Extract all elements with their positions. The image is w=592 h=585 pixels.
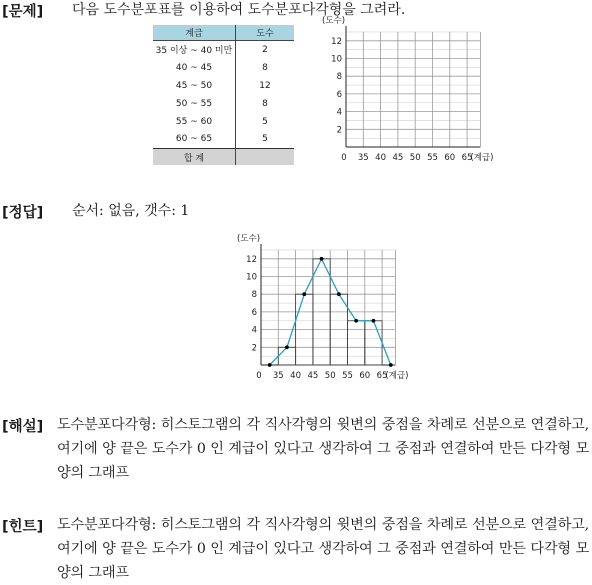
table-header-class: 계급: [153, 25, 236, 41]
frequency-polygon-chart: [233, 233, 423, 387]
data-point: [285, 345, 289, 349]
y-tick-label: 12: [246, 254, 257, 265]
y-tick-label: 4: [336, 107, 342, 118]
y-tick-label: 2: [336, 125, 342, 136]
answer-text: 순서: 없음, 갯수: 1: [72, 203, 190, 219]
table-row: [153, 59, 294, 77]
y-tick-label: 4: [251, 325, 257, 336]
y-axis-label: (도수): [237, 233, 261, 244]
x-tick-label: 65: [376, 371, 388, 381]
x-tick-label: 65: [461, 153, 473, 163]
table-header-frequency: 도수: [236, 25, 295, 41]
table-cell-class: 35 이상 ~ 40 미만: [153, 41, 236, 59]
problem-text: 다음 도수분포표를 이용하여 도수분포다각형을 그려라.: [72, 2, 406, 18]
x-tick-label: 60: [359, 371, 371, 381]
x-tick-label: 0: [341, 153, 347, 163]
table-cell-frequency: 5: [262, 116, 268, 127]
x-tick-label: 55: [342, 371, 353, 381]
table-cell-class: 60 ~ 65: [153, 130, 236, 148]
y-tick-label: 8: [251, 290, 257, 301]
x-tick-label: 45: [392, 153, 404, 163]
empty-grid-chart: [318, 15, 508, 172]
x-tick-label: 50: [324, 371, 336, 381]
answer-label: [정답]: [2, 205, 44, 221]
table-cell-frequency: 2: [262, 44, 268, 55]
table-row: [153, 95, 294, 113]
table-row: [153, 130, 294, 148]
y-tick-label: 8: [336, 72, 342, 83]
x-tick-label: 55: [427, 153, 438, 163]
data-point: [389, 363, 393, 367]
data-point: [320, 257, 324, 261]
histogram-bar: [348, 321, 365, 365]
y-tick-label: 6: [336, 89, 342, 100]
table-cell-class: 55 ~ 60: [153, 113, 236, 131]
y-axis-label: (도수): [322, 15, 346, 26]
table-cell-class: 50 ~ 55: [153, 95, 236, 113]
table-total-row: [153, 149, 294, 166]
hint-text: 도수분포다각형: 히스토그램의 각 직사각형의 윗변의 중점을 차례로 선분으로 연결하고, 여기에 양 끝은 도수가 0 인 계급이 있다고 생각하여 그 중점과 연결하여 만든 다각형 모양의 그래프: [57, 517, 589, 581]
table-total-label: 합 계: [153, 149, 236, 166]
table-row: [153, 41, 294, 59]
data-point: [268, 363, 272, 367]
y-tick-label: 10: [331, 54, 342, 65]
x-tick-label: 35: [357, 153, 369, 163]
y-tick-label: 2: [251, 343, 257, 354]
x-tick-label: 0: [256, 371, 262, 381]
table-cell-frequency: 8: [262, 98, 268, 109]
table-row: [153, 77, 294, 95]
x-axis-label: (계급): [385, 371, 409, 381]
table-total-value: [236, 149, 295, 166]
x-tick-label: 50: [409, 153, 421, 163]
explanation-label: [해설]: [2, 419, 44, 435]
x-axis-label: (계급): [470, 153, 494, 163]
data-point: [337, 292, 341, 296]
hint-label: [힌트]: [2, 519, 44, 535]
table-cell-frequency: 12: [259, 80, 271, 91]
table-cell-frequency: 5: [262, 134, 268, 145]
x-tick-label: 45: [307, 371, 319, 381]
x-tick-label: 40: [290, 371, 302, 381]
problem-label: [문제]: [2, 4, 44, 20]
data-point: [302, 292, 306, 296]
table-cell-frequency: 8: [262, 62, 268, 73]
x-tick-label: 35: [272, 371, 284, 381]
table-cell-class: 45 ~ 50: [153, 77, 236, 95]
data-point: [372, 319, 376, 323]
explanation-text: 도수분포다각형: 히스토그램의 각 직사각형의 윗변의 중점을 차례로 선분으로 연결하고, 여기에 양 끝은 도수가 0 인 계급이 있다고 생각하여 그 중점과 연결하여 만든 다각형 모양의 그래프: [57, 417, 589, 481]
table-cell-class: 40 ~ 45: [153, 59, 236, 77]
x-tick-label: 60: [444, 153, 456, 163]
histogram-bar: [365, 321, 382, 365]
y-tick-label: 6: [251, 307, 257, 318]
data-point: [354, 319, 358, 323]
table-row: [153, 113, 294, 131]
y-tick-label: 10: [246, 272, 257, 283]
x-tick-label: 40: [375, 153, 387, 163]
y-tick-label: 12: [331, 36, 342, 47]
frequency-table: [153, 25, 294, 165]
